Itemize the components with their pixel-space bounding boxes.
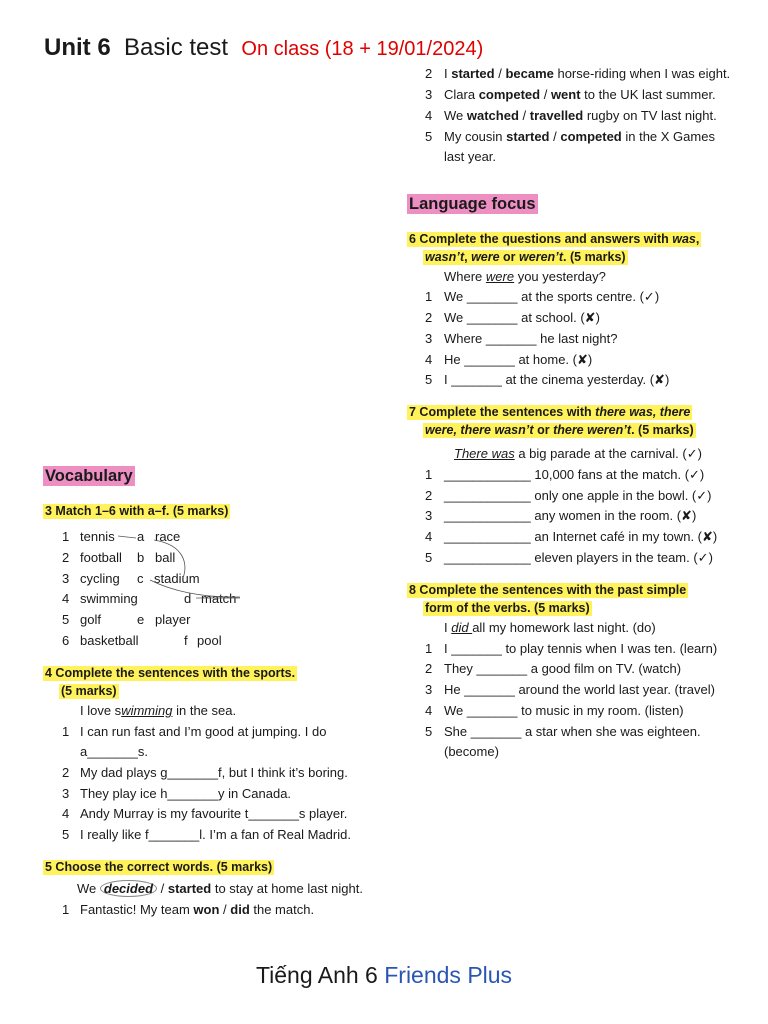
exercise-6-heading: 6 Complete the questions and answers with was, wasn’t, were or weren’t. (5 marks): [409, 232, 700, 264]
list-item: 3: [425, 682, 433, 697]
list-item: 5: [425, 372, 433, 387]
exercise-8-example: I did all my homework last night. (do): [444, 620, 656, 635]
test-title: Basic test: [124, 34, 229, 61]
exercise-5-example: We decided / started to stay at home last night.: [77, 881, 363, 896]
exercise-3-heading: 3 Match 1–6 with a–f. (5 marks): [45, 504, 229, 518]
list-item: 6: [62, 633, 70, 648]
list-item: 2: [425, 661, 433, 676]
list-item: 3: [425, 331, 433, 346]
section-language-focus: Language focus: [409, 195, 536, 213]
unit-label: Unit 6: [44, 34, 111, 61]
exercise-5-item-1: Fantastic! My team won / did the match.: [80, 902, 315, 917]
list-item: c: [137, 571, 144, 586]
list-item: 1: [62, 724, 70, 739]
list-item: 3: [425, 508, 433, 523]
list-item: a: [137, 529, 145, 544]
list-item: 2: [425, 488, 433, 503]
section-vocabulary: Vocabulary: [45, 467, 133, 485]
list-item: 2: [425, 66, 433, 81]
exercise-7-example: There was a big parade at the carnival. (✓): [454, 446, 702, 461]
list-item: 2: [62, 550, 70, 565]
list-item: 4: [62, 806, 70, 821]
list-item: d: [184, 591, 192, 606]
list-item: We watched / travelled rugby on TV last night.: [444, 108, 717, 123]
list-item: My cousin started / competed in the X Games: [444, 129, 715, 144]
list-item: I started / became horse-riding when I was eight.: [444, 66, 731, 81]
list-item: e: [137, 612, 145, 627]
list-item: 2: [62, 765, 70, 780]
list-item: 4: [425, 352, 433, 367]
footer-brand: Tiếng Anh 6 Friends Plus: [255, 962, 513, 988]
list-item: 5: [62, 612, 70, 627]
list-item: 4: [425, 529, 433, 544]
list-item: 1: [62, 529, 70, 544]
list-item: 4: [62, 591, 70, 606]
list-item: f: [184, 633, 188, 648]
list-item: 1: [425, 641, 433, 656]
exercise-7-heading: 7 Complete the sentences with there was, there were, there wasn’t or there weren’t. (5 marks): [409, 405, 694, 437]
exercise-8-heading: 8 Complete the sentences with the past simple form of the verbs. (5 marks): [409, 583, 687, 615]
exercise-5-heading: 5 Choose the correct words. (5 marks): [45, 860, 273, 874]
test-date: On class (18 + 19/01/2024): [241, 38, 484, 60]
list-item: 3: [62, 571, 70, 586]
exercise-6-example: Where were you yesterday?: [444, 269, 606, 284]
exercise-4-heading: 4 Complete the sentences with the sports. (5 marks): [45, 666, 296, 698]
list-item: 1: [62, 902, 70, 917]
exercise-4-example: I love swimming in the sea.: [80, 703, 237, 718]
list-item: 5: [62, 827, 70, 842]
list-item: 4: [425, 703, 433, 718]
list-item: Clara competed / went to the UK last summer.: [444, 87, 716, 102]
list-item: b: [137, 550, 145, 565]
list-item: 1: [425, 467, 433, 482]
list-item: 5: [425, 724, 433, 739]
list-item: 1: [425, 289, 433, 304]
list-item: 2: [425, 310, 433, 325]
list-item: 5: [425, 550, 433, 565]
list-item: 3: [62, 786, 70, 801]
